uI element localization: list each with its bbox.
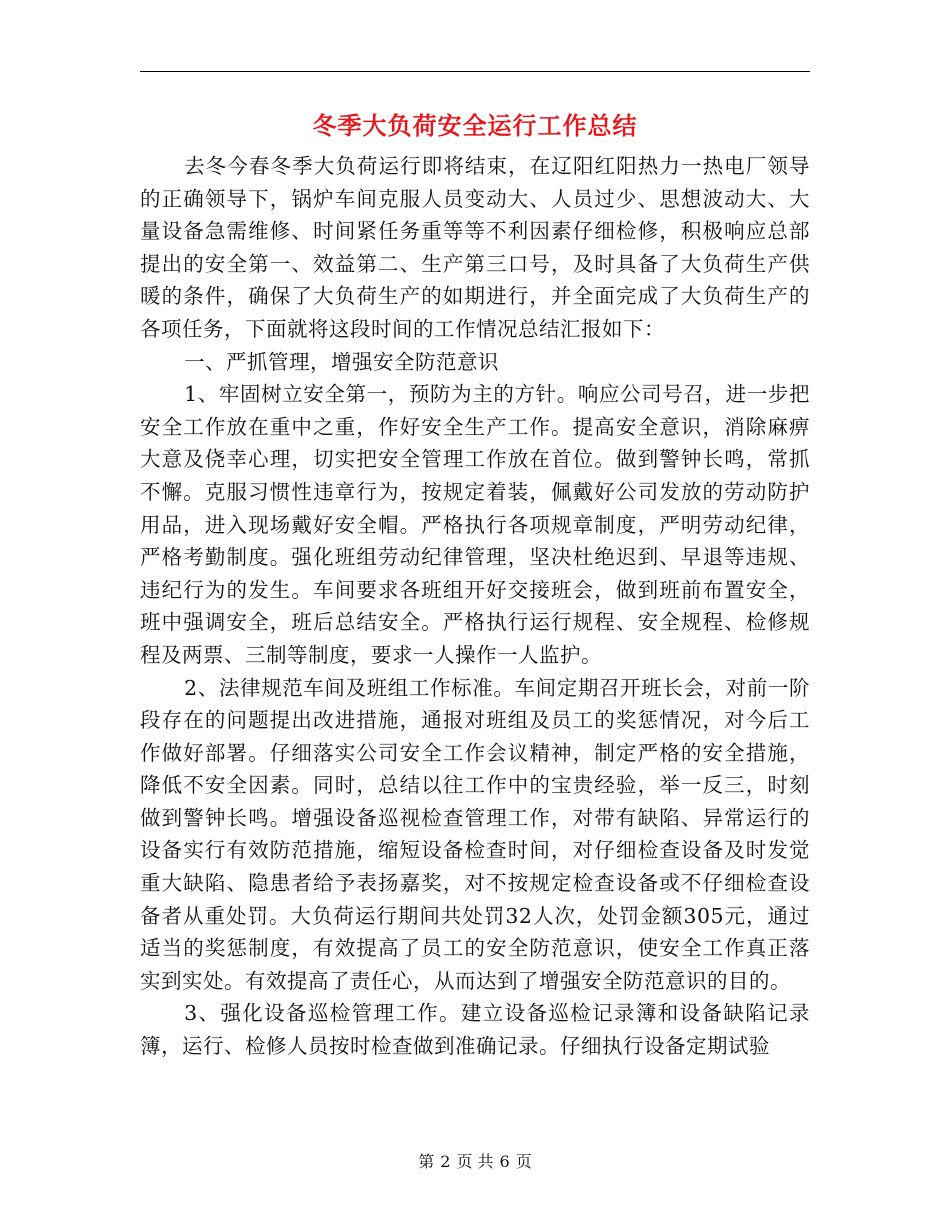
intro-paragraph: 去冬今春冬季大负荷运行即将结束，在辽阳红阳热力一热电厂领导的正确领导下，锅炉车间克服人员变动大、人员过少、思想波动大、大量设备急需维修、时间紧任务重等等不利因素仔细检修，积极响应总部提出的安全第一、效益第二、生产第三口号，及时具备了大负荷生产供暖的条件，确保了大负荷生产的如期进行，并全面完成了大负荷生产的各项任务，下面就将这段时间的工作情况总结汇报如下： [140, 154, 810, 341]
footer-suffix: 页 [515, 1152, 532, 1171]
document-body [140, 150, 810, 1063]
footer-total-pages: 6 [499, 1152, 510, 1171]
paragraph-item-3: 3、强化设备巡检管理工作。建立设备巡检记录簿和设备缺陷记录簿，运行、检修人员按时检查做到准确记录。仔细执行设备定期试验 [140, 1001, 810, 1059]
section-heading: 一、严抓管理，增强安全防范意识 [184, 349, 500, 374]
page-footer [0, 1151, 950, 1173]
footer-prefix: 第 [418, 1152, 435, 1171]
paragraph-item-1: 1、牢固树立安全第一，预防为主的方针。响应公司号召，进一步把安全工作放在重中之重，作好安全生产工作。提高安全意识，消除麻痹大意及侥幸心理，切实把安全管理工作放在首位。做到警钟长鸣，常抓不懈。克服习惯性违章行为，按规定着装，佩戴好公司发放的劳动防护用品，进入现场戴好安全帽。严格执行各项规章制度，严明劳动纪律，严格考勤制度。强化班组劳动纪律管理，坚决杜绝迟到、早退等违规、违纪行为的发生。车间要求各班组开好交接班会，做到班前布置安全，班中强调安全，班后总结安全。严格执行运行规程、安全规程、检修规程及两票、三制等制度，要求一人操作一人监护。 [140, 382, 810, 667]
header-rule [140, 71, 810, 72]
document-title: 冬季大负荷安全运行工作总结 [312, 111, 638, 140]
footer-page-number: 2 [440, 1152, 451, 1171]
paragraph-item-2: 2、法律规范车间及班组工作标准。车间定期召开班长会，对前一阶段存在的问题提出改进措施，通报对班组及员工的奖惩情况，对今后工作做好部署。仔细落实公司安全工作会议精神，制定严格的安全措施，降低不安全因素。同时，总结以往工作中的宝贵经验，举一反三，时刻做到警钟长鸣。增强设备巡视检查管理工作，对带有缺陷、异常运行的设备实行有效防范措施，缩短设备检查时间，对仔细检查设备及时发觉重大缺陷、隐患者给予表扬嘉奖，对不按规定检查设备或不仔细检查设备者从重处罚。大负荷运行期间共处罚32人次，处罚金额305元，通过适当的奖惩制度，有效提高了员工的安全防范意识，使安全工作真正落实到实处。有效提高了责任心，从而达到了增强安全防范意识的目的。 [140, 675, 810, 993]
footer-middle: 页 共 [456, 1152, 494, 1171]
